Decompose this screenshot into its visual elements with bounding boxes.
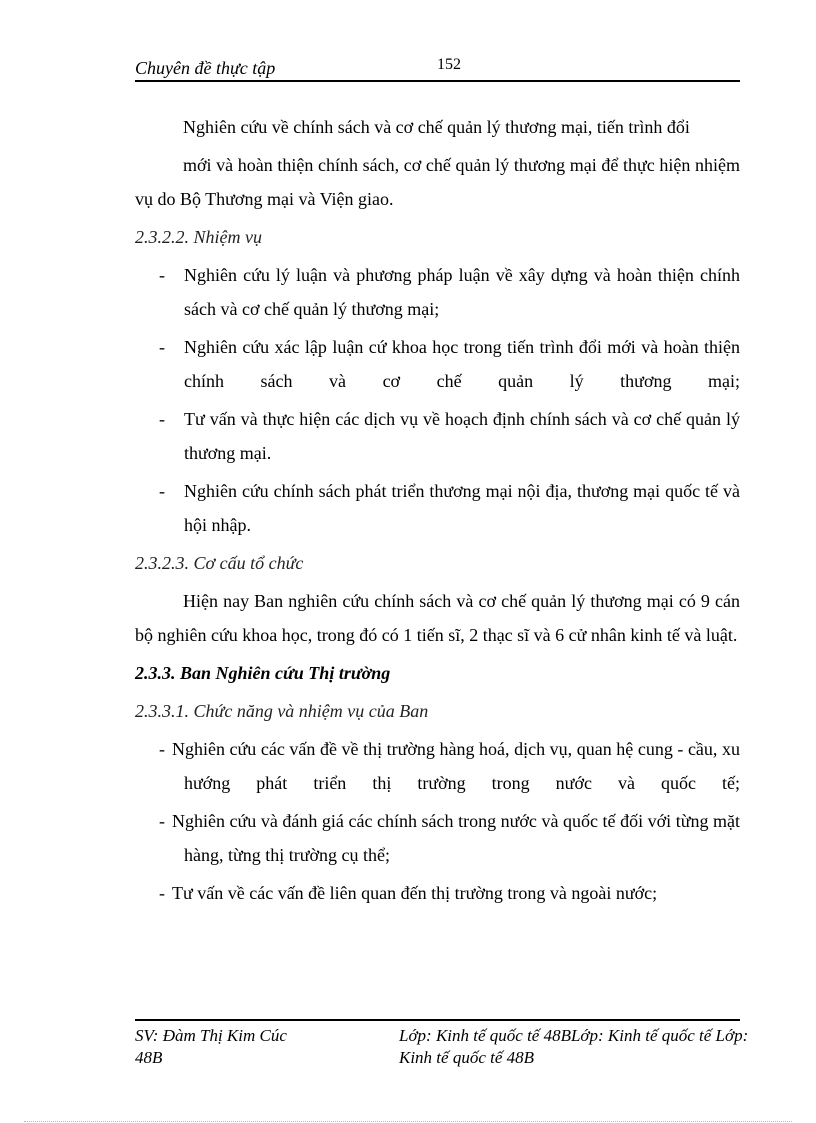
intro-text-line1: Nghiên cứu về chính sách và cơ chế quản lý thương mại, tiến trình đổi [183, 117, 690, 137]
list-item [135, 804, 740, 872]
structure-paragraph: Hiện nay Ban nghiên cứu chính sách và cơ chế quản lý thương mại có 9 cán bộ nghiên cứu khoa học, trong đó có 1 tiến sĩ, 2 thạc sĩ và 6 cử nhân kinh tế và luật. [135, 591, 740, 645]
bullet-dash: - [159, 337, 165, 357]
list-item-text: Nghiên cứu và đánh giá các chính sách trong nước và quốc tế đối với từng mặt hàng, từng thị trường cụ thể; [172, 811, 740, 865]
list-item-text: Nghiên cứu xác lập luận cứ khoa học trong tiến trình đổi mới và hoàn thiện chính sách và cơ chế quản lý thương mại; [184, 337, 740, 391]
list-item [135, 258, 740, 326]
bullet-dash: - [159, 811, 165, 831]
intro-paragraph-line2 [135, 148, 740, 216]
intro-text-line2: mới và hoàn thiện chính sách, cơ chế quản lý thương mại để thực hiện nhiệm vụ do Bộ Thương mại và Viện giao. [135, 155, 740, 209]
page-number: 152 [437, 56, 461, 73]
page-header [135, 56, 740, 82]
section-heading-233: 2.3.3. Ban Nghiên cứu Thị trường [135, 663, 391, 683]
bullet-dash: - [159, 409, 165, 429]
list-item [135, 876, 740, 910]
section-heading-2331: 2.3.3.1. Chức năng và nhiệm vụ của Ban [135, 701, 429, 721]
list-item-text: Nghiên cứu các vấn đề về thị trường hàng hoá, dịch vụ, quan hệ cung - cầu, xu hướng phát triển thị trường trong nước và quốc tế; [172, 739, 740, 793]
footer-student: SV: Đàm Thị Kim Cúc 48B [135, 1026, 287, 1067]
document-body [135, 110, 740, 914]
bullet-dash: - [159, 883, 165, 903]
list-item [135, 402, 740, 470]
page-footer [135, 1019, 749, 1067]
list-item-text: Nghiên cứu lý luận và phương pháp luận về xây dựng và hoàn thiện chính sách và cơ chế quản lý thương mại; [184, 265, 740, 319]
bullet-dash: - [159, 265, 165, 285]
footer-class: Lớp: Kinh tế quốc tế 48BLớp: Kinh tế quốc tế Lớp: Kinh tế quốc tế 48B [399, 1026, 749, 1067]
intro-paragraph-line1 [135, 110, 740, 144]
bullet-dash: - [159, 481, 165, 501]
list-item-text: Tư vấn và thực hiện các dịch vụ về hoạch định chính sách và cơ chế quản lý thương mại. [184, 409, 740, 463]
bullet-dash: - [159, 739, 165, 759]
page-edge-divider [24, 1121, 792, 1122]
list-item-text: Nghiên cứu chính sách phát triển thương mại nội địa, thương mại quốc tế và hội nhập. [184, 481, 740, 535]
section-heading-2323: 2.3.2.3. Cơ cấu tổ chức [135, 553, 304, 573]
list-item [135, 330, 740, 398]
header-title: Chuyên đề thực tập [135, 58, 276, 78]
section-heading-2322: 2.3.2.2. Nhiệm vụ [135, 227, 262, 247]
list-item [135, 732, 740, 800]
list-item [135, 474, 740, 542]
list-item-text: Tư vấn về các vấn đề liên quan đến thị trường trong và ngoài nước; [172, 883, 658, 903]
